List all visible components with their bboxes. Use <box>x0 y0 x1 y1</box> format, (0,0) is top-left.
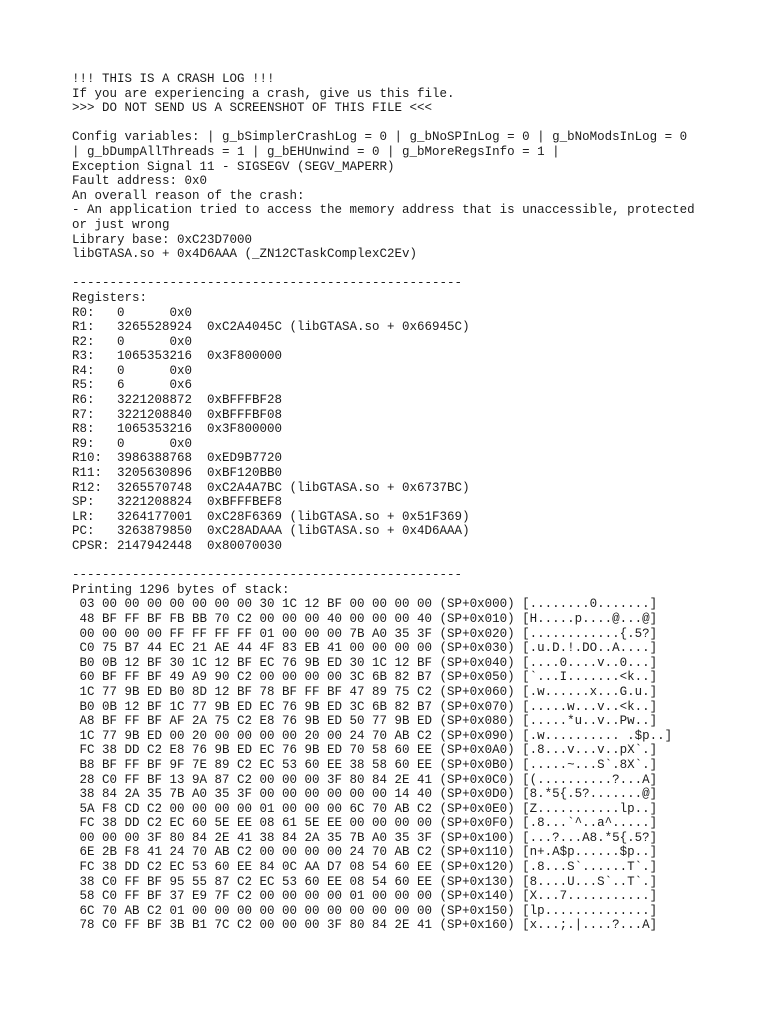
crash-reason-text: or just wrong <box>72 217 170 232</box>
separator-line: ---------------------------------------------------- <box>72 568 463 583</box>
fault-address-line: Fault address: 0x0 <box>72 174 208 189</box>
register-row: R5: 6 0x6 <box>72 378 193 393</box>
crash-log-header: !!! THIS IS A CRASH LOG !!! <box>72 72 275 86</box>
blank-line <box>72 262 768 277</box>
register-row: SP: 3221208824 0xBFFFBEF8 <box>72 495 283 510</box>
registers-heading: Registers: <box>72 290 148 305</box>
blank-line <box>72 116 768 131</box>
register-row: R2: 0 0x0 <box>72 334 193 349</box>
crash-reason-text: - An application tried to access the memory address that is unaccessible, protected <box>72 203 695 218</box>
register-row: R10: 3986388768 0xED9B7720 <box>72 451 283 466</box>
stack-dump-row: 03 00 00 00 00 00 00 00 30 1C 12 BF 00 00 00 00 (SP+0x000) [........0.......] <box>72 597 658 612</box>
crash-log-document <box>72 72 768 1024</box>
stack-dump-row: 38 C0 FF BF 95 55 87 C2 EC 53 60 EE 08 54 60 EE (SP+0x130) [8....U...S`..T`.] <box>72 874 658 889</box>
stack-dump-row: B0 0B 12 BF 1C 77 9B ED EC 76 9B ED 3C 6B 82 B7 (SP+0x070) [.....w...v..<k..] <box>72 699 658 714</box>
stack-dump-row: FC 38 DD C2 EC 53 60 EE 84 0C AA D7 08 54 60 EE (SP+0x120) [.8...S`......T`.] <box>72 860 658 875</box>
exception-signal-line: Exception Signal 11 - SIGSEGV (SEGV_MAPERR) <box>72 159 395 174</box>
register-row: R12: 3265570748 0xC2A4A7BC (libGTASA.so + 0x6737BC) <box>72 480 470 495</box>
register-row: R11: 3205630896 0xBF120BB0 <box>72 466 283 481</box>
stack-dump-row: 78 C0 FF BF 3B B1 7C C2 00 00 00 3F 80 84 2E 41 (SP+0x160) [x...;.|....?...A] <box>72 918 658 933</box>
register-row: LR: 3264177001 0xC28F6369 (libGTASA.so + 0x51F369) <box>72 509 470 524</box>
register-row: R8: 1065353216 0x3F800000 <box>72 422 283 437</box>
stack-dump-row: 00 00 00 00 FF FF FF FF 01 00 00 00 7B A0 35 3F (SP+0x020) [............{.5?] <box>72 626 658 641</box>
register-row: R3: 1065353216 0x3F800000 <box>72 349 283 364</box>
stack-dump-row: 6C 70 AB C2 01 00 00 00 00 00 00 00 00 00 00 00 (SP+0x150) [lp..............] <box>72 903 658 918</box>
stack-dump-row: 00 00 00 3F 80 84 2E 41 38 84 2A 35 7B A0 35 3F (SP+0x100) [...?...A8.*5{.5?] <box>72 830 658 845</box>
register-row: CPSR: 2147942448 0x80070030 <box>72 539 283 553</box>
stack-dump-row: B8 BF FF BF 9F 7E 89 C2 EC 53 60 EE 38 58 60 EE (SP+0x0B0) [.....~...S`.8X`.] <box>72 757 658 772</box>
separator-line: ---------------------------------------------------- <box>72 276 463 291</box>
crash-location-line: libGTASA.so + 0x4D6AAA (_ZN12CTaskComplexC2Ev) <box>72 247 418 262</box>
register-row: R4: 0 0x0 <box>72 363 193 378</box>
stack-dump-row: 1C 77 9B ED 00 20 00 00 00 00 20 00 24 70 AB C2 (SP+0x090) [.w.......... .$p..] <box>72 728 673 743</box>
stack-dump-row: 60 BF FF BF 49 A9 90 C2 00 00 00 00 3C 6B 82 B7 (SP+0x050) [`...I.......<k..] <box>72 670 658 685</box>
register-row: R6: 3221208872 0xBFFFBF28 <box>72 393 283 408</box>
stack-dump-row: 5A F8 CD C2 00 00 00 00 01 00 00 00 6C 70 AB C2 (SP+0x0E0) [Z...........lp..] <box>72 801 658 816</box>
instruction-line: If you are experiencing a crash, give us this file. <box>72 86 455 101</box>
register-row: R1: 3265528924 0xC2A4045C (libGTASA.so + 0x66945C) <box>72 320 470 335</box>
stack-dump-row: 28 C0 FF BF 13 9A 87 C2 00 00 00 3F 80 84 2E 41 (SP+0x0C0) [(..........?...A] <box>72 772 658 787</box>
library-base-line: Library base: 0xC23D7000 <box>72 232 253 247</box>
stack-dump-row: 6E 2B F8 41 24 70 AB C2 00 00 00 00 24 70 AB C2 (SP+0x110) [n+.A$p......$p..] <box>72 845 658 860</box>
config-variables-line: | g_bDumpAllThreads = 1 | g_bEHUnwind = 0 | g_bMoreRegsInfo = 1 | <box>72 144 560 159</box>
warning-line: >>> DO NOT SEND US A SCREENSHOT OF THIS FILE <<< <box>72 101 433 116</box>
stack-dump-row: 1C 77 9B ED B0 8D 12 BF 78 BF FF BF 47 89 75 C2 (SP+0x060) [.w......x...G.u.] <box>72 684 658 699</box>
blank-line <box>72 554 768 569</box>
stack-dump-row: 38 84 2A 35 7B A0 35 3F 00 00 00 00 00 00 14 40 (SP+0x0D0) [8.*5{.5?.......@] <box>72 787 658 802</box>
stack-dump-row: FC 38 DD C2 E8 76 9B ED EC 76 9B ED 70 58 60 EE (SP+0x0A0) [.8...v...v..pX`.] <box>72 743 658 758</box>
stack-dump-heading: Printing 1296 bytes of stack: <box>72 582 290 597</box>
stack-dump-row: A8 BF FF BF AF 2A 75 C2 E8 76 9B ED 50 77 9B ED (SP+0x080) [.....*u..v..Pw..] <box>72 714 658 729</box>
crash-reason-heading: An overall reason of the crash: <box>72 188 305 203</box>
stack-dump-row: FC 38 DD C2 EC 60 5E EE 08 61 5E EE 00 00 00 00 (SP+0x0F0) [.8...`^..a^.....] <box>72 816 658 831</box>
register-row: R9: 0 0x0 <box>72 436 193 451</box>
register-row: PC: 3263879850 0xC28ADAAA (libGTASA.so + 0x4D6AAA) <box>72 524 470 539</box>
stack-dump-row: C0 75 B7 44 EC 21 AE 44 4F 83 EB 41 00 00 00 00 (SP+0x030) [.u.D.!.DO..A....] <box>72 641 658 656</box>
register-row: R7: 3221208840 0xBFFFBF08 <box>72 407 283 422</box>
stack-dump-row: 48 BF FF BF FB BB 70 C2 00 00 00 40 00 00 00 40 (SP+0x010) [H.....p....@...@] <box>72 611 658 626</box>
stack-dump-row: B0 0B 12 BF 30 1C 12 BF EC 76 9B ED 30 1C 12 BF (SP+0x040) [....0....v..0...] <box>72 655 658 670</box>
stack-dump-row: 58 C0 FF BF 37 E9 7F C2 00 00 00 00 01 00 00 00 (SP+0x140) [X...7...........] <box>72 889 658 904</box>
config-variables-line: Config variables: | g_bSimplerCrashLog = 0 | g_bNoSPInLog = 0 | g_bNoModsInLog = 0 <box>72 130 688 145</box>
register-row: R0: 0 0x0 <box>72 305 193 320</box>
